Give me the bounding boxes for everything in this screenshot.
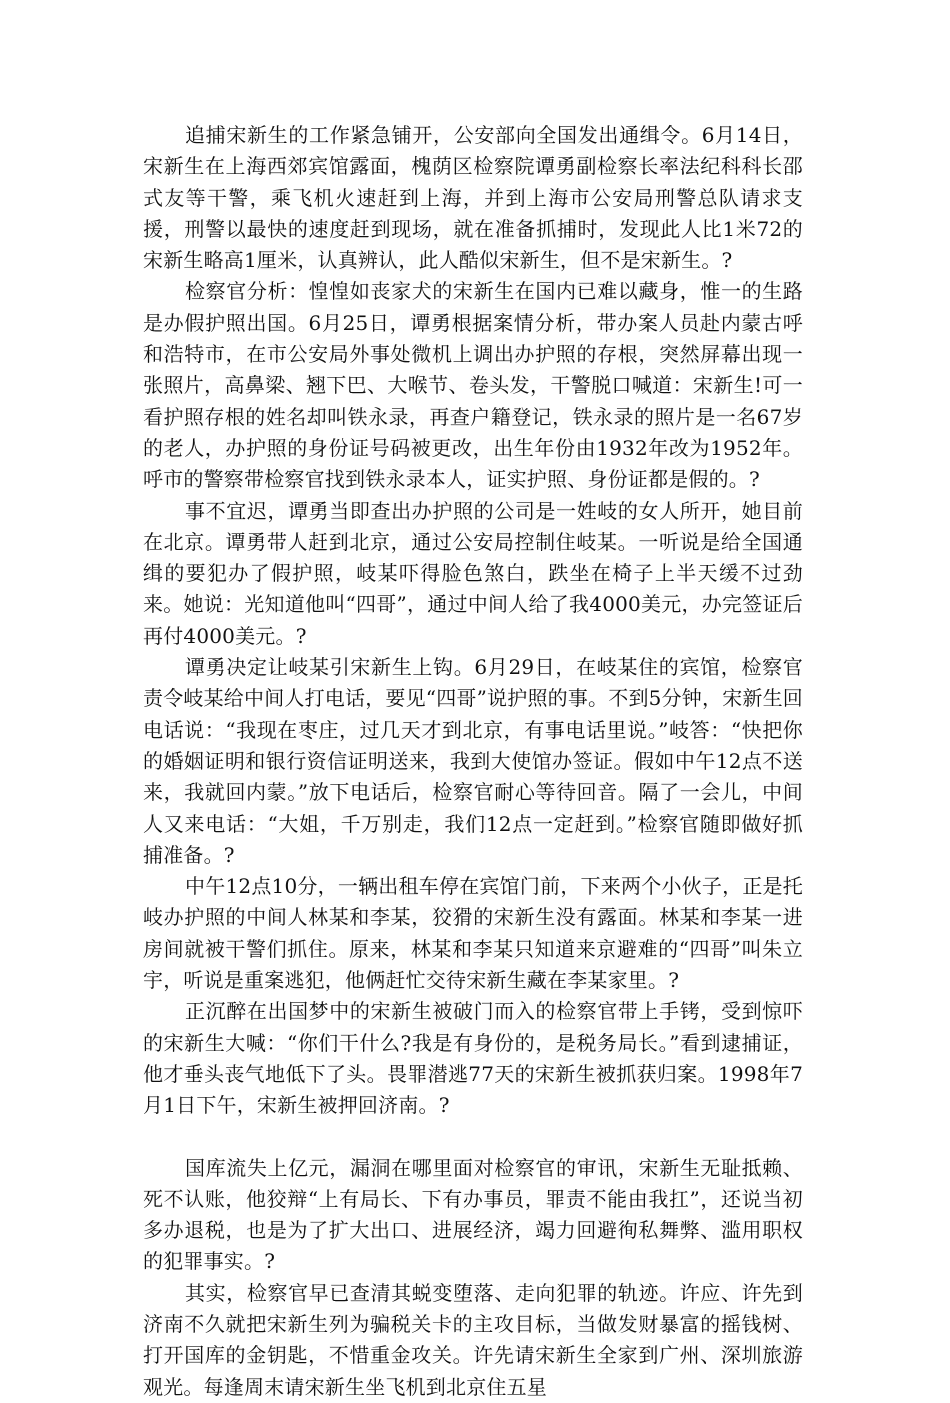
paragraph-8: 其实，检察官早已查清其蜕变堕落、走向犯罪的轨迹。许应、许先到济南不久就把宋新生列为骗税关卡的主攻目标，当做发财暴富的摇钱树、打开国库的金钥匙，不惜重金攻关。许先请宋新生全家到广州、深圳旅游观光。每逢周末请宋新生坐飞机到北京住五星 bbox=[143, 1280, 803, 1399]
paragraph-gap bbox=[143, 1122, 803, 1153]
paragraph-1: 追捕宋新生的工作紧急铺开，公安部向全国发出通缉令。6月14日，宋新生在上海西郊宾馆露面，槐荫区检察院谭勇副检察长率法纪科科长邵式友等干警，乘飞机火速赶到上海，并到上海市公安局刑警总队请求支援，刑警以最快的速度赶到现场，就在准备抓捕时，发现此人比1米72的宋新生略高1厘米，认真辨认，此人酷似宋新生，但不是宋新生。? bbox=[143, 123, 803, 273]
paragraph-2: 检察官分析：惶惶如丧家犬的宋新生在国内已难以藏身，惟一的生路是办假护照出国。6月25日，谭勇根据案情分析，带办案人员赴内蒙古呼和浩特市，在市公安局外事处微机上调出办护照的存根，突然屏幕出现一张照片，高鼻梁、翘下巴、大喉节、卷头发，干警脱口喊道：宋新生!可一看护照存根的姓名却叫铁永录，再查户籍登记，铁永录的照片是一名67岁的老人，办护照的身份证号码被更改，出生年份由1932年改为1952年。呼市的警察带检察官找到铁永录本人，证实护照、身份证都是假的。? bbox=[143, 279, 803, 492]
document-page bbox=[143, 120, 803, 1403]
paragraph-4: 谭勇决定让岐某引宋新生上钩。6月29日，在岐某住的宾馆，检察官责令岐某给中间人打电话，要见“四哥”说护照的事。不到5分钟，宋新生回电话说：“我现在枣庄，过几天才到北京，有事电话里说。”岐答：“快把你的婚姻证明和银行资信证明送来，我到大使馆办签证。假如中午12点不送来，我就回内蒙。”放下电话后，检察官耐心等待回音。隔了一会儿，中间人又来电话：“大姐，千万别走，我们12点一定赶到。”检察官随即做好抓捕准备。? bbox=[143, 655, 803, 867]
paragraph-3: 事不宜迟，谭勇当即查出办护照的公司是一姓岐的女人所开，她目前在北京。谭勇带人赶到北京，通过公安局控制住岐某。一听说是给全国通缉的要犯办了假护照，岐某吓得脸色煞白，跌坐在椅子上半天缓不过劲来。她说：光知道他叫“四哥”，通过中间人给了我4000美元，办完签证后再付4000美元。? bbox=[143, 498, 803, 648]
paragraph-5: 中午12点10分，一辆出租车停在宾馆门前，下来两个小伙子，正是托岐办护照的中间人林某和李某，狡猾的宋新生没有露面。林某和李某一进房间就被干警们抓住。原来，林某和李某只知道来京避难的“四哥”叫朱立宇，听说是重案逃犯，他俩赶忙交待宋新生藏在李某家里。? bbox=[143, 874, 803, 993]
paragraph-6: 正沉醉在出国梦中的宋新生被破门而入的检察官带上手铐，受到惊吓的宋新生大喊：“你们干什么?我是有身份的，是税务局长。”看到逮捕证，他才垂头丧气地低下了头。畏罪潜逃77天的宋新生被抓获归案。1998年7月1日下午，宋新生被押回济南。? bbox=[143, 999, 803, 1118]
paragraph-7: 国库流失上亿元，漏洞在哪里面对检察官的审讯，宋新生无耻抵赖、死不认账，他狡辩“上有局长、下有办事员，罪责不能由我扛”，还说当初多办退税，也是为了扩大出口、进展经济，竭力回避徇私舞弊、滥用职权的犯罪事实。? bbox=[143, 1155, 803, 1274]
